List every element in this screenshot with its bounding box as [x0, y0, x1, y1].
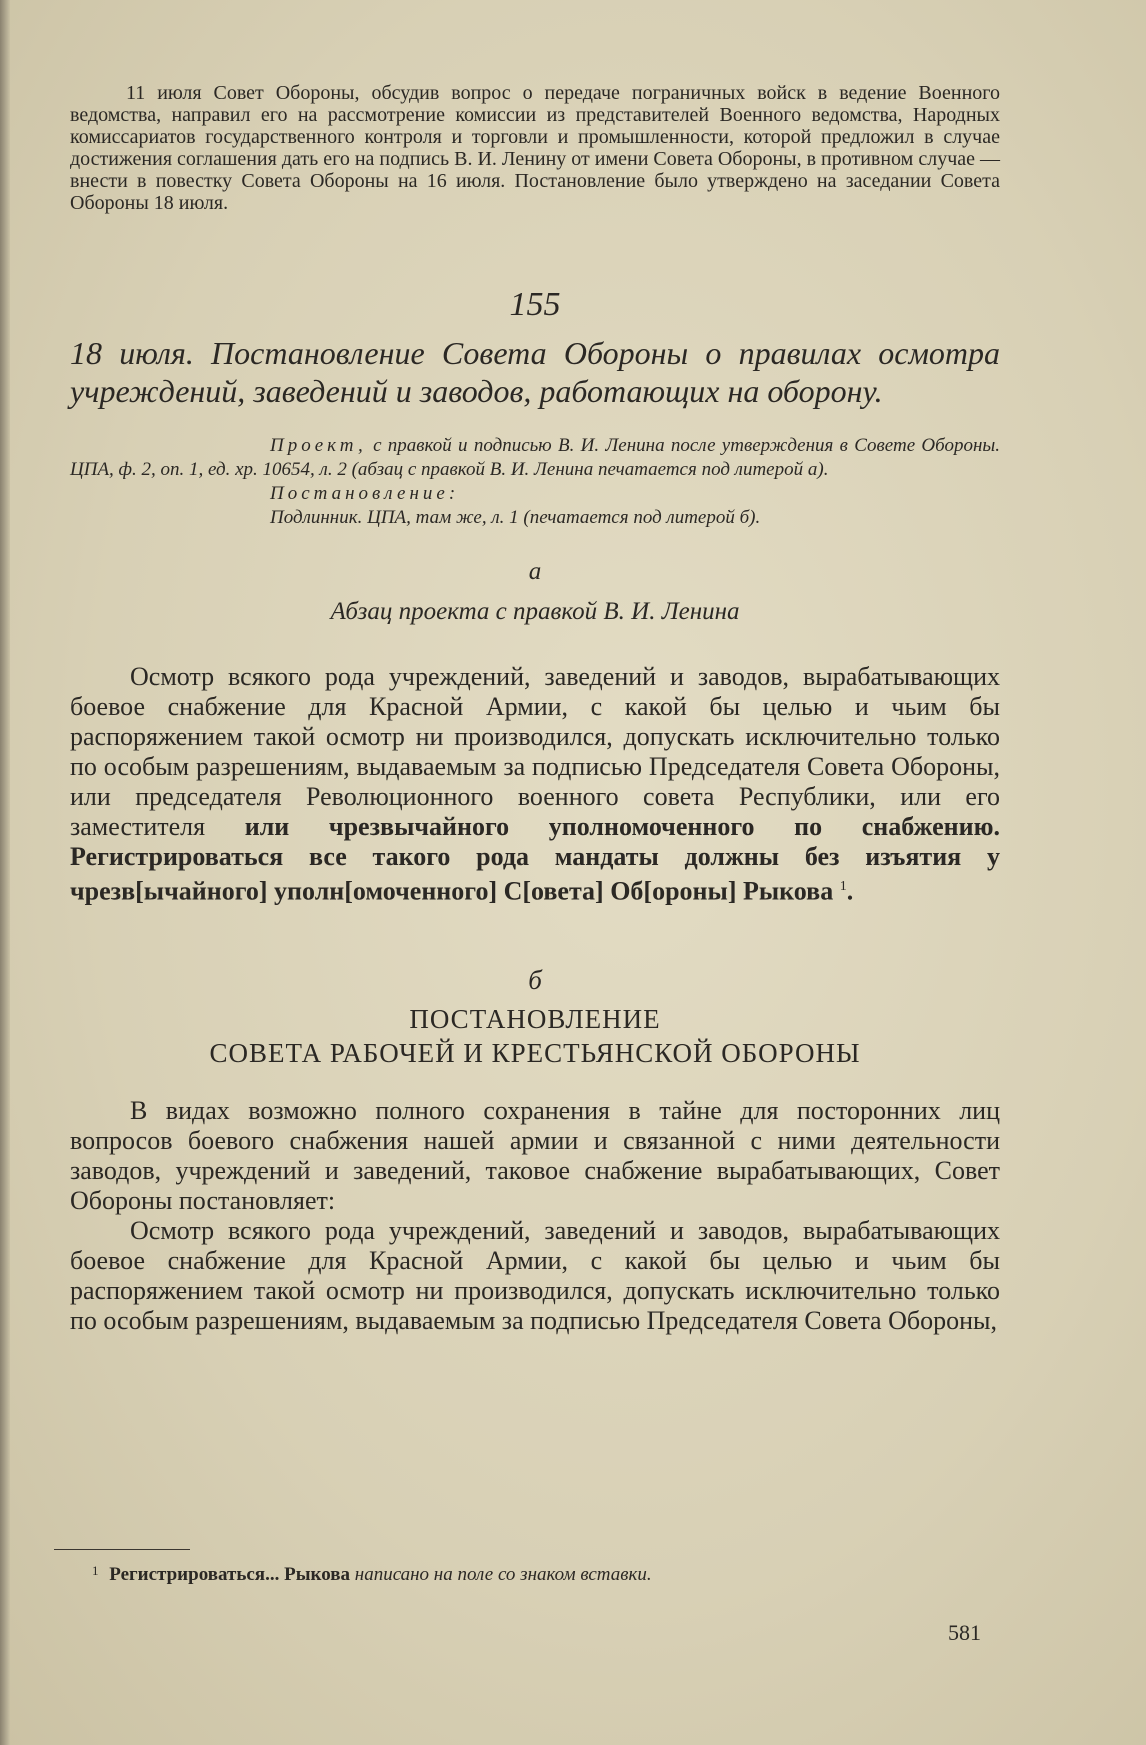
source-project	[70, 434, 1000, 482]
section-a-text-bold: или чрезвычайного уполномоченного по снабжению. Регистрироваться все такого рода мандаты должны без изъятия у чрезв[ычайного] уполн[омоченного] С[овета] Об[ороны] Рыкова	[70, 812, 1000, 906]
source-project-text: с правкой и подписью В. И. Ленина после утверждения в Совете Обороны. ЦПА, ф. 2, оп. 1, ед. хр. 10654, л. 2 (абзац с правкой В. И. Ленина печатается под литерой а).	[70, 435, 1001, 480]
section-b-paragraph-1: В видах возможно полного сохранения в тайне для посторонних лиц вопросов боевого снабжения нашей армии и связанной с ними деятельности заводов, учреждений и заведений, таковое снабжение вырабатывающих, Совет Обороны постановляет:	[70, 1095, 1000, 1215]
page-binding-edge	[0, 0, 10, 1745]
section-b-heading-line2: СОВЕТА РАБОЧЕЙ И КРЕСТЬЯНСКОЙ ОБОРОНЫ	[209, 1037, 861, 1068]
document-title: 18 июля. Постановление Совета Обороны о правилах осмотра учреждений, заведений и заводов, работающих на оборону.	[70, 335, 1000, 409]
section-b-paragraph-2: Осмотр всякого рода учреждений, заведений и заводов, вырабатывающих боевое снабжение для Красной Армии, с какой бы целью и чьим бы распоряжением такой осмотр ни производился, допускать исключительно только по особым разрешениям, выдаваемым за подписью Председателя Совета Обороны,	[70, 1215, 1000, 1335]
section-a-letter: а	[528, 558, 542, 585]
source-resolution-text: Подлинник. ЦПА, там же, л. 1 (печатается под литерой б).	[270, 507, 761, 528]
source-project-label: Проект,	[270, 435, 367, 456]
section-a-text-plain: Осмотр всякого рода учреждений, заведений и заводов, вырабатывающих боевое снабжение для Красной Армии, с какой бы целью и чьим бы распоряжением такой осмотр ни производился, допускать исключительно только по особым разрешениям, выдаваемым за подписью Председателя Совета Обороны, или председателя Революционного военного совета Республики, или его заместителя	[70, 662, 1000, 841]
section-b-letter: б	[528, 964, 542, 995]
document-number: 155	[509, 286, 561, 323]
section-a-end: .	[846, 876, 854, 906]
footnote-italic-text: написано на поле со знаком вставки.	[354, 1564, 652, 1585]
intro-note: 11 июля Совет Обороны, обсудив вопрос о передаче пограничных войск в ведение Военного ведомства, направил его на рассмотрение комиссии из представителей Военного ведомства, Народных комиссариатов государственного контроля и торговли и промышленности, которой предложил в случае достижения соглашения дать его на подпись В. И. Ленину от имени Совета Обороны, в противном случае — внести в повестку Совета Обороны на 16 июля. Постановление было утверждено на заседании Совета Обороны 18 июля.	[70, 82, 1000, 214]
footnote	[92, 1563, 992, 1586]
section-a-paragraph	[70, 662, 1000, 907]
page-content	[70, 82, 1000, 1336]
page-number: 581	[948, 1620, 981, 1645]
footnote-reference: 1	[839, 879, 847, 894]
footnote-marker: 1	[92, 1563, 99, 1578]
section-b-heading	[70, 1002, 1000, 1070]
source-resolution-label: Постановление:	[270, 483, 460, 504]
section-a-title: Абзац проекта с правкой В. И. Ленина	[330, 598, 740, 625]
section-b-heading-line1: ПОСТАНОВЛЕНИЕ	[409, 1003, 661, 1034]
footnote-bold-text: Регистрироваться... Рыкова	[109, 1564, 351, 1585]
footnote-divider	[54, 1549, 190, 1550]
